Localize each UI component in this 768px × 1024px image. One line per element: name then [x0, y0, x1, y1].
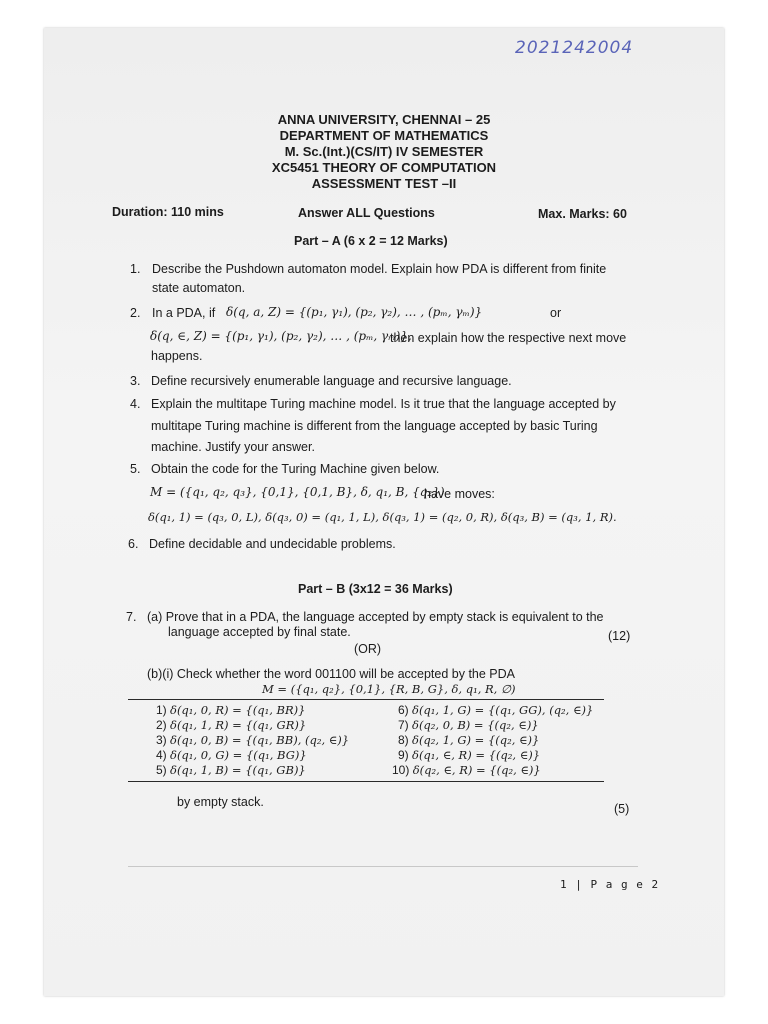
course-title: XC5451 THEORY OF COMPUTATION [271, 160, 497, 175]
question-7b-line-2: by empty stack. [177, 795, 264, 809]
question-number: 4. [130, 397, 141, 411]
question-7b-pda: M = ({q₁, q₂}, {0,1}, {R, B, G}, δ, q₁, R, ∅) [262, 682, 516, 696]
question-2-text: In a PDA, if [152, 306, 216, 320]
question-number: 3. [130, 374, 141, 388]
instruction: Answer ALL Questions [298, 206, 435, 220]
part-a-title: Part – A (6 x 2 = 12 Marks) [294, 234, 448, 248]
question-1-line-1: Describe the Pushdown automaton model. Explain how PDA is different from finite [152, 262, 607, 276]
programme-name: M. Sc.(Int.)(CS/IT) IV SEMESTER [284, 144, 484, 159]
question-2-formula-2: δ(q, ∈, Z) = {(p₁, γ₁), (p₂, γ₂), … , (pₘ, γₘ)}, [150, 329, 412, 343]
move-row: 9) δ(q₁, ∈, R) = {(q₂, ∈)} [398, 748, 541, 762]
question-number: 5. [130, 462, 141, 476]
table-top-rule [128, 699, 604, 700]
question-number: 7. [126, 610, 137, 624]
move-row: 5) δ(q₁, 1, B) = {(q₁, GB)} [156, 763, 306, 777]
question-5-line-1: Obtain the code for the Turing Machine given below. [151, 462, 440, 476]
question-7a-line-2: language accepted by final state. [168, 625, 351, 639]
max-marks: Max. Marks: 60 [538, 207, 627, 221]
question-1-line-2: state automaton. [152, 281, 246, 295]
question-2-text-2: then explain how the respective next move [390, 331, 627, 345]
duration: Duration: 110 mins [112, 205, 224, 219]
question-7a-line-1: (a) Prove that in a PDA, the language accepted by empty stack is equivalent to the [147, 610, 604, 624]
department-name: DEPARTMENT OF MATHEMATICS [279, 128, 489, 143]
university-name: ANNA UNIVERSITY, CHENNAI – 25 [277, 112, 491, 127]
table-bottom-rule [128, 781, 604, 782]
move-row: 8) δ(q₂, 1, G) = {(q₂, ∈)} [398, 733, 540, 747]
question-4-line-2: multitape Turing machine is different from the language accepted by basic Turing [151, 419, 598, 433]
question-number: 6. [128, 537, 139, 551]
question-4-line-1: Explain the multitape Turing machine model. Is it true that the language accepted by [151, 397, 616, 411]
question-number: 2. [130, 306, 141, 320]
move-row: 1) δ(q₁, 0, R) = {(q₁, BR)} [156, 703, 306, 717]
handwritten-roll-number: 2021242004 [515, 38, 634, 58]
move-row: 7) δ(q₂, 0, B) = {(q₂, ∈)} [398, 718, 539, 732]
question-2-line-3: happens. [151, 349, 203, 363]
move-row: 4) δ(q₁, 0, G) = {(q₁, BG)} [156, 748, 307, 762]
page-number: 1 | P a g e 2 [560, 878, 660, 891]
question-4-line-3: machine. Justify your answer. [151, 440, 315, 454]
question-2-formula-1: δ(q, a, Z) = {(p₁, γ₁), (p₂, γ₂), … , (pₘ, γₘ)} [226, 305, 483, 319]
question-5-moves: δ(q₁, 1) = (q₃, 0, L), δ(q₃, 0) = (q₁, 1, L), δ(q₃, 1) = (q₂, 0, R), δ(q₃, B) = (q₃, 1, R). [148, 510, 617, 524]
question-7b-marks: (5) [614, 802, 630, 816]
question-5-machine: M = ({q₁, q₂, q₃}, {0,1}, {0,1, B}, δ, q₁, B, {q₂}) [150, 485, 445, 499]
question-5-text: have moves: [424, 487, 495, 501]
move-row: 3) δ(q₁, 0, B) = {(q₁, BB), (q₂, ∈)} [156, 733, 350, 747]
part-b-title: Part – B (3x12 = 36 Marks) [298, 582, 453, 596]
question-2-or: or [550, 306, 562, 320]
question-6: Define decidable and undecidable problems. [149, 537, 396, 551]
question-7a-marks: (12) [608, 629, 631, 643]
footer-rule [128, 866, 638, 867]
or-separator: (OR) [354, 642, 382, 656]
move-row: 2) δ(q₁, 1, R) = {(q₁, GR)} [156, 718, 307, 732]
test-title: ASSESSMENT TEST –II [311, 176, 457, 191]
question-7b-line-1: (b)(i) Check whether the word 001100 will be accepted by the PDA [147, 667, 516, 681]
move-row: 10) δ(q₂, ∈, R) = {(q₂, ∈)} [392, 763, 541, 777]
move-row: 6) δ(q₁, 1, G) = {(q₁, GG), (q₂, ∈)} [398, 703, 594, 717]
question-number: 1. [130, 262, 141, 276]
question-3: Define recursively enumerable language and recursive language. [151, 374, 512, 388]
